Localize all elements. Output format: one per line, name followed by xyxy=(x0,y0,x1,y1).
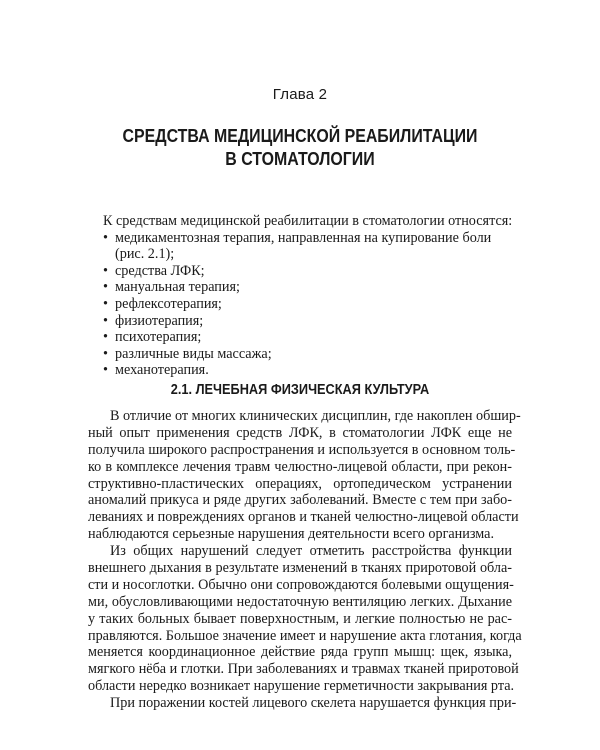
bullet-icon: • xyxy=(103,262,108,279)
paragraph-1-line: аномалий прикуса и ряде других заболеваний. Вместе с тем при забо- xyxy=(88,492,512,509)
paragraph-2-line: ми, обусловливающими недостаточную вентиляцию легких. Дыхание xyxy=(88,593,512,610)
paragraph-2-line: мягкого нёба и глотки. При заболеваниях и травмах тканей приротовой xyxy=(88,661,519,678)
paragraph-2-line: области нередко возникает нарушение герметичности закрывания рта. xyxy=(88,678,515,695)
chapter-title xyxy=(42,124,558,170)
bullet-icon: • xyxy=(103,362,108,379)
list-item-continuation: (рис. 2.1); xyxy=(115,246,175,263)
bullet-icon: • xyxy=(103,329,108,346)
paragraph-1-line: В отличие от многих клинических дисциплин, где накоплен обшир- xyxy=(110,408,521,424)
section-heading: 2.1. ЛЕЧЕБНАЯ ФИЗИЧЕСКАЯ КУЛЬТУРА xyxy=(170,382,430,398)
paragraph-1-line: наблюдаются серьезные нарушения деятельности всего организма. xyxy=(88,526,494,543)
paragraph-1-line: леваниях и повреждениях органов и тканей челюстно-лицевой области xyxy=(88,509,519,526)
paragraph-1-line: получила широкого распространения и используется в основном толь- xyxy=(88,441,516,458)
list-item: • физиотерапия; xyxy=(103,312,204,329)
list-item: • медикаментозная терапия, направленная на купирование боли xyxy=(103,229,492,246)
paragraph-2-line: сти и носоглотки. Обычно они сопровождаются болевыми ощущения- xyxy=(88,576,514,593)
paragraph-3-line: При поражении костей лицевого скелета нарушается функция при- xyxy=(110,695,517,712)
paragraph-2-line: у таких больных бывает поверхностным, и легкие полностью не рас- xyxy=(88,610,512,627)
paragraph-2-line: меняется координационное действие ряда групп мышц: щек, языка, xyxy=(88,644,512,661)
list-item: • мануальная терапия; xyxy=(103,279,240,296)
list-item: • психотерапия; xyxy=(103,329,202,346)
bullet-icon: • xyxy=(103,312,108,329)
list-item: • механотерапия. xyxy=(103,362,209,379)
paragraph-2-line: Из общих нарушений следует отметить расстройства функции xyxy=(110,543,512,560)
body-text xyxy=(88,408,522,712)
chapter-title-line-1: СРЕДСТВА МЕДИЦИНСКОЙ РЕАБИЛИТАЦИИ xyxy=(122,125,478,146)
rehab-means-list xyxy=(103,230,511,379)
bullet-icon: • xyxy=(103,279,108,296)
paragraph-1-line: ный опыт применения средств ЛФК, в стоматологии ЛФК еще не xyxy=(88,424,512,441)
list-item: • рефлексотерапия; xyxy=(103,295,222,312)
intro-block xyxy=(103,213,511,379)
paragraph-1-line: структивно-пластических операциях, ортопедическом устранении xyxy=(88,475,512,492)
bullet-icon: • xyxy=(103,295,108,312)
bullet-icon: • xyxy=(103,345,108,362)
intro-lead: К средствам медицинской реабилитации в стоматологии относятся: xyxy=(103,213,513,229)
paragraph-1-line: ко в комплексе лечения травм челюстно-лицевой области, при рекон- xyxy=(88,458,512,475)
list-item: • различные виды массажа; xyxy=(103,345,272,362)
paragraph-2-line: правляются. Большое значение имеет и нарушение акта глотания, когда xyxy=(88,627,522,644)
bullet-icon: • xyxy=(103,229,108,246)
paragraph-2-line: внешнего дыхания в результате изменений в тканях приротовой обла- xyxy=(88,560,512,577)
chapter-title-line-2: В СТОМАТОЛОГИИ xyxy=(225,148,375,169)
chapter-label: Глава 2 xyxy=(272,86,328,103)
list-item: • средства ЛФК; xyxy=(103,262,205,279)
